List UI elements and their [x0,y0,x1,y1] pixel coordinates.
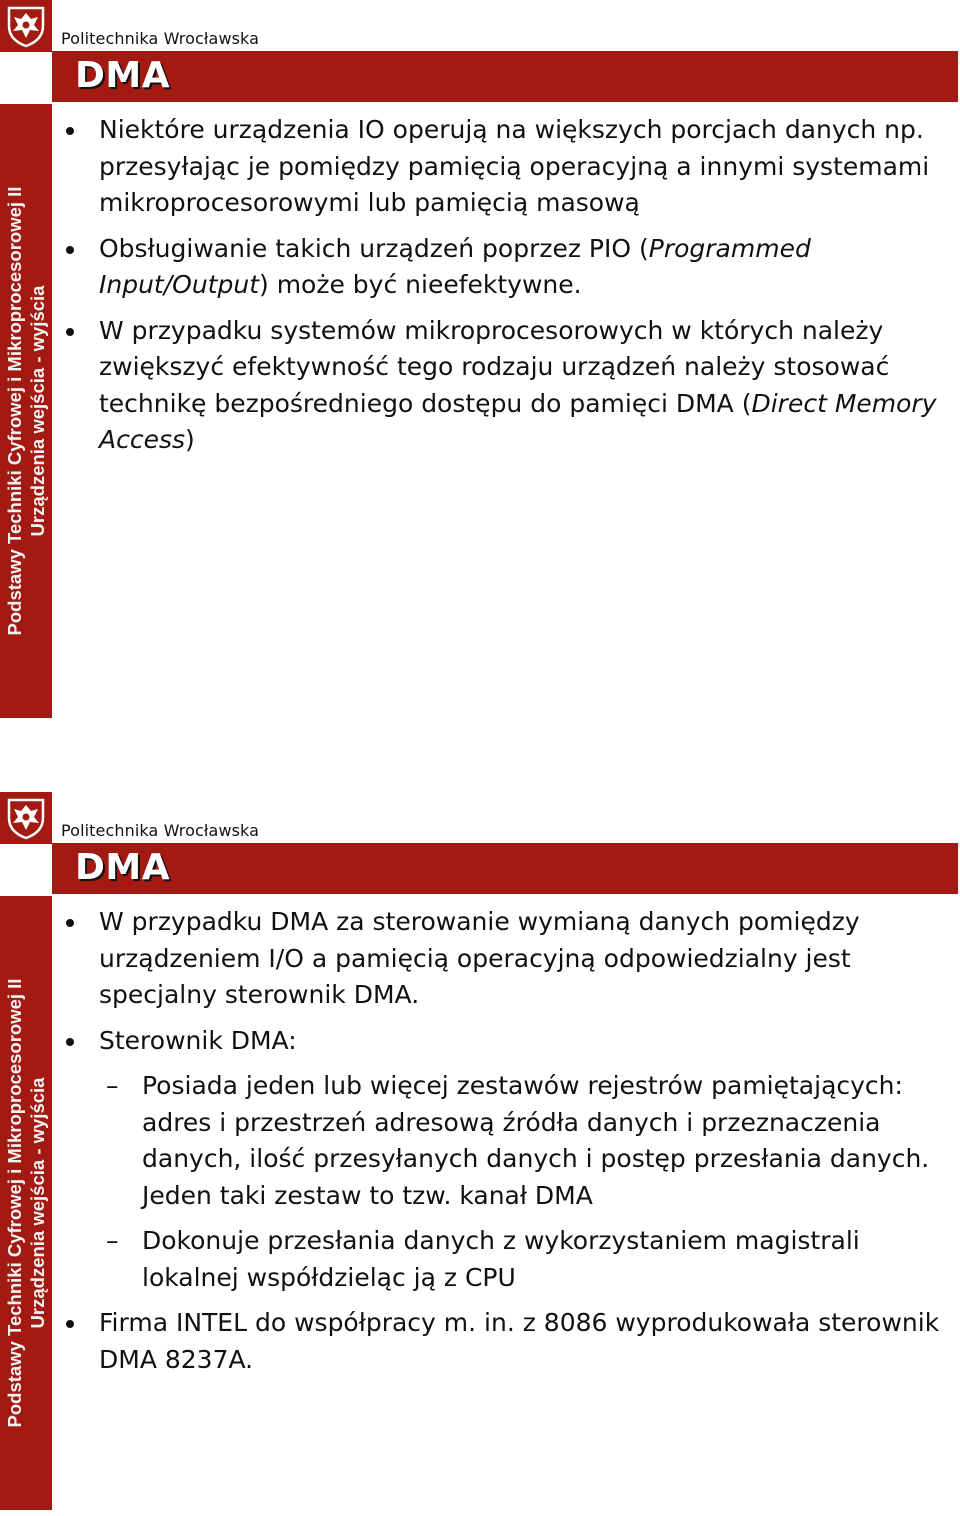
course-name [3,979,49,1428]
bullet-item [62,1023,942,1060]
slide-title: DMA [75,847,171,888]
dash-icon: – [106,1071,119,1100]
title-bar [52,51,958,102]
bullet-text-part: Obsługiwanie takich urządzeń poprzez PIO ( [99,233,649,263]
bullet-item [62,1305,942,1378]
slide-title: DMA [75,55,171,96]
institution-name: Politechnika Wrocławska [61,821,260,840]
bullet-icon [66,1320,74,1328]
slide-1 [0,0,960,718]
bullet-item [62,904,942,1014]
dash-icon: – [106,1226,119,1255]
course-name-line-1: Podstawy Techniki Cyfrowej i Mikroprocesorowej II [4,186,25,636]
bullet-icon [66,127,74,135]
sidebar [0,104,52,718]
sub-bullet-text: Posiada jeden lub więcej zestawów rejestrów pamiętających: adres i przestrzeń adresową źródła danych i przeznaczenia danych, ilość przesyłanych danych i postęp przesłania danych. Jeden taki zestaw to tzw. kanał DMA [142,1071,930,1210]
sub-bullet-item [62,1068,942,1214]
course-name-line-2: Urządzenia wejścia - wyjścia [27,285,48,537]
bullet-text: Sterownik DMA: [99,1025,297,1055]
bullet-item [62,112,942,222]
slide-content [62,904,942,1387]
bullet-text-part: ) [185,425,195,454]
title-bar [52,843,958,894]
bullet-icon [66,246,74,254]
bullet-icon [66,328,74,336]
sub-bullet-text: Dokonuje przesłania danych z wykorzystaniem magistrali lokalnej współdzieląc ją z CPU [142,1226,860,1292]
bullet-text-italic: Programmed Input/Output [99,233,811,299]
bullet-text: W przypadku DMA za sterowanie wymianą danych pomiędzy urządzeniem I/O a pamięcią operacyjną odpowiedzialny jest specjalny sterownik DMA. [99,907,860,1009]
course-name-line-1: Podstawy Techniki Cyfrowej i Mikroprocesorowej II [4,978,25,1428]
bullet-item [62,231,942,304]
university-logo-icon [0,792,52,844]
bullet-icon [66,1038,74,1046]
course-name [3,187,49,636]
bullet-icon [66,919,74,927]
bullet-text: Niektóre urządzenia IO operują na większych porcjach danych np. przesyłając je pomiędzy pamięcią operacyjną a innymi systemami mikroprocesorowymi lub pamięcią masową [99,115,930,217]
bullet-text-italic: Direct Memory Access [99,388,937,454]
sidebar [0,896,52,1510]
sub-bullet-item [62,1223,942,1296]
slide-content [62,112,942,468]
bullet-text: Firma INTEL do współpracy m. in. z 8086 wyprodukowała sterownik DMA 8237A. [99,1308,940,1374]
institution-name: Politechnika Wrocławska [61,29,260,48]
university-logo-icon [0,0,52,52]
bullet-item [62,313,942,459]
bullet-text-part: W przypadku systemów mikroprocesorowych w których należy zwiększyć efektywność tego rodzaju urządzeń należy stosować technikę bezpośredniego dostępu do pamięci DMA ( [99,315,890,418]
course-name-line-2: Urządzenia wejścia - wyjścia [27,1077,48,1329]
bullet-text-part: ) może być nieefektywne. [259,270,582,299]
slide-2 [0,792,960,1510]
